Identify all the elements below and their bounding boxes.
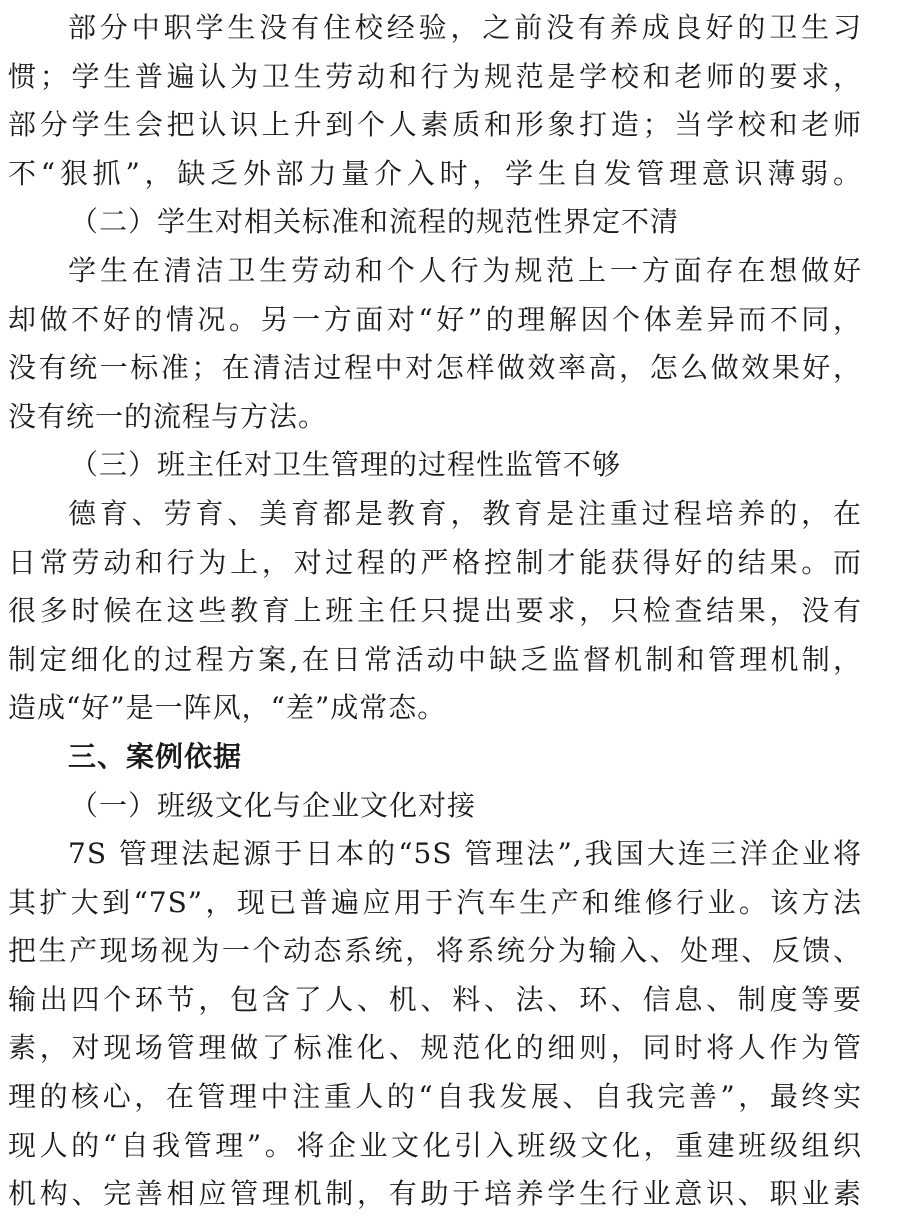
section-heading: 三、案例依据 <box>68 739 243 773</box>
subsection-heading: （二）学生对相关标准和流程的规范性界定不清 <box>70 205 680 239</box>
paragraph-line: 7S 管理法起源于日本的“5S 管理法”,我国大连三洋企业将 <box>68 837 862 871</box>
paragraph-line: 机构、完善相应管理机制，有助于培养学生行业意识、职业素 <box>8 1177 862 1211</box>
paragraph-line: 部分学生会把认识上升到个人素质和形象打造；当学校和老师 <box>8 108 862 142</box>
paragraph-line: 部分中职学生没有住校经验，之前没有养成良好的卫生习 <box>68 11 862 44</box>
paragraph-line: 理的核心，在管理中注重人的“自我发展、自我完善”，最终实 <box>8 1080 862 1114</box>
paragraph-line: 惯；学生普遍认为卫生劳动和行为规范是学校和老师的要求， <box>8 59 862 93</box>
paragraph-line: 没有统一的流程与方法。 <box>8 399 328 433</box>
paragraph-line: 德育、劳育、美育都是教育，教育是注重过程培养的，在 <box>68 496 862 530</box>
paragraph-line: 却做不好的情况。另一方面对“好”的理解因个体差异而不同， <box>8 302 862 336</box>
paragraph-line: 很多时候在这些教育上班主任只提出要求，只检查结果，没有 <box>8 594 862 628</box>
paragraph-line: 现人的“自我管理”。将企业文化引入班级文化，重建班级组织 <box>8 1128 862 1162</box>
paragraph-line: 日常劳动和行为上，对过程的严格控制才能获得好的结果。而 <box>8 545 862 579</box>
paragraph-line: 学生在清洁卫生劳动和个人行为规范上一方面存在想做好 <box>68 253 862 287</box>
paragraph-line: 没有统一标准；在清洁过程中对怎样做效率高，怎么做效果好， <box>8 351 862 385</box>
paragraph-line: 制定细化的过程方案,在日常活动中缺乏监督机制和管理机制， <box>8 642 862 676</box>
subsection-heading: （三）班主任对卫生管理的过程性监管不够 <box>70 448 622 482</box>
paragraph-line: 其扩大到“7S”，现已普遍应用于汽车生产和维修行业。该方法 <box>8 885 862 919</box>
paragraph-line: 造成“好”是一阵风，“差”成常态。 <box>8 691 447 725</box>
paragraph-line: 输出四个环节，包含了人、机、料、法、环、信息、制度等要 <box>8 982 862 1016</box>
subsection-heading: （一）班级文化与企业文化对接 <box>70 788 477 822</box>
paragraph-line: 不“狠抓”，缺乏外部力量介入时，学生自发管理意识薄弱。 <box>8 156 862 190</box>
paragraph-line: 素，对现场管理做了标准化、规范化的细则，同时将人作为管 <box>8 1031 862 1065</box>
paragraph-line: 把生产现场视为一个动态系统，将系统分为输入、处理、反馈、 <box>8 934 862 968</box>
